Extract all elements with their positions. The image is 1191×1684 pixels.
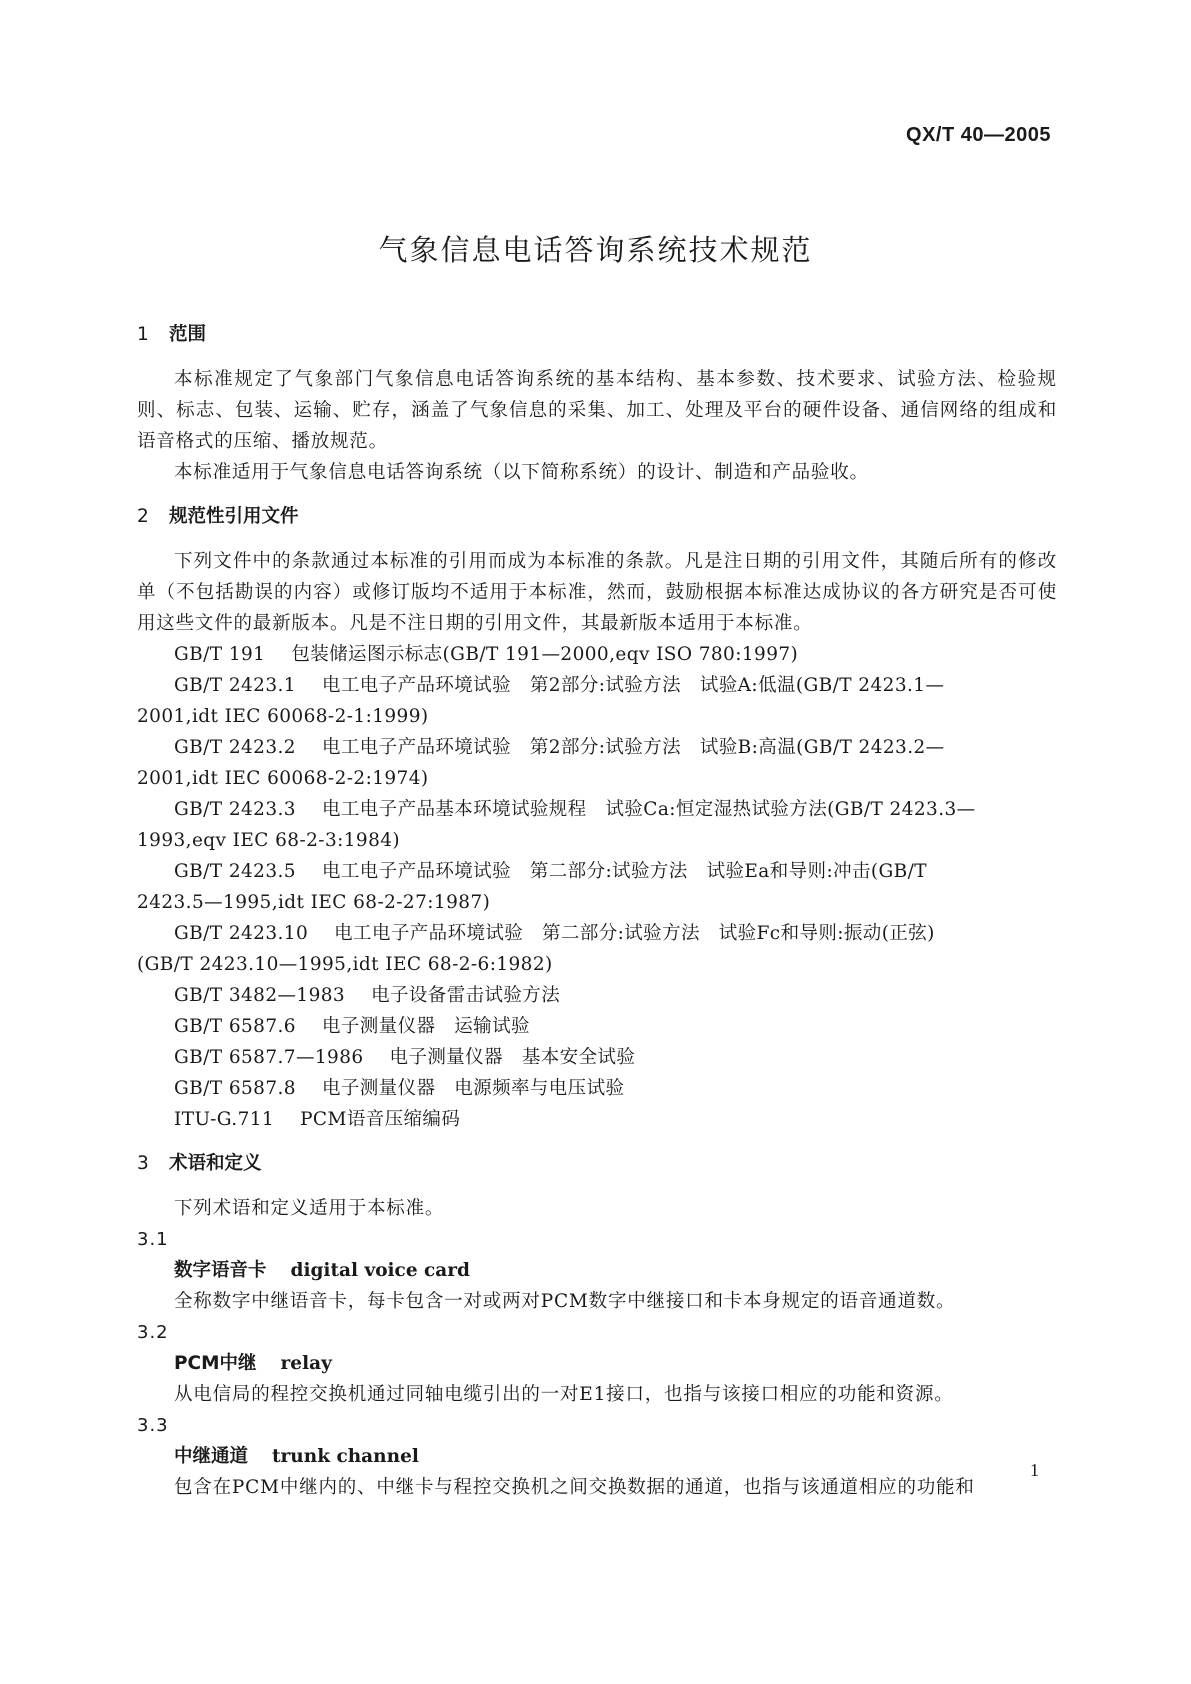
reference-code: GB/T 2423.3 [174, 799, 296, 820]
term-name-en: digital voice card [290, 1260, 470, 1281]
term-definition: 从电信局的程控交换机通过同轴电缆引出的一对E1接口，也指与该接口相应的功能和资源。 [174, 1384, 954, 1405]
reference-code: GB/T 6587.7—1986 [174, 1047, 364, 1068]
reference-title: 电子测量仪器 电源频率与电压试验 [321, 1078, 625, 1099]
term-name-zh: 数字语音卡 [174, 1260, 267, 1281]
reference-continuation: 2001,idt IEC 60068-2-2:1974) [137, 768, 429, 789]
section-number: 2 [137, 506, 149, 527]
page-number: 1 [1030, 1460, 1039, 1480]
term-number: 3.1 [137, 1229, 169, 1250]
reference-title: 电工电子产品环境试验 第2部分:试验方法 试验A:低温(GB/T 2423.1— [321, 675, 945, 696]
document-body [137, 320, 1057, 1503]
term-number: 3.2 [137, 1322, 169, 1343]
reference-code: GB/T 191 [174, 644, 266, 665]
section-number: 1 [137, 324, 149, 345]
term-name-zh: 中继通道 [174, 1446, 249, 1467]
reference-item [137, 732, 1057, 763]
reference-item [137, 918, 1057, 949]
term-number: 3.3 [137, 1415, 169, 1436]
reference-title: 包装储运图示标志(GB/T 191—2000,eqv ISO 780:1997) [291, 644, 799, 665]
term-name [137, 1441, 1057, 1472]
term-definition: 全称数字中继语音卡，每卡包含一对或两对PCM数字中继接口和卡本身规定的语音通道数。 [174, 1291, 956, 1312]
paragraph: 本标准规定了气象部门气象信息电话答询系统的基本结构、基本参数、技术要求、试验方法、检验规则、标志、包装、运输、贮存，涵盖了气象信息的采集、加工、处理及平台的硬件设备、通信网络的组成和语音格式的压缩、播放规范。 [137, 369, 1057, 452]
term-definition: 包含在PCM中继内的、中继卡与程控交换机之间交换数据的通道，也指与该通道相应的功能和 [174, 1477, 975, 1498]
reference-continuation: 2001,idt IEC 60068-2-1:1999) [137, 706, 429, 727]
reference-item [137, 856, 1057, 887]
reference-item [137, 794, 1057, 825]
paragraph: 下列文件中的条款通过本标准的引用而成为本标准的条款。凡是注日期的引用文件，其随后所有的修改单（不包括勘误的内容）或修订版均不适用于本标准，然而，鼓励根据本标准达成协议的各方研究是否可使用这些文件的最新版本。凡是不注日期的引用文件，其最新版本适用于本标准。 [137, 551, 1057, 634]
reference-continuation: 2423.5—1995,idt IEC 68-2-27:1987) [137, 892, 491, 913]
standard-code: QX/T 40—2005 [906, 124, 1051, 146]
reference-continuation: (GB/T 2423.10—1995,idt IEC 68-2-6:1982) [137, 954, 553, 975]
document-title: 气象信息电话答询系统技术规范 [378, 233, 813, 267]
section-title: 术语和定义 [169, 1153, 262, 1174]
reference-title: 电子设备雷击试验方法 [371, 985, 561, 1006]
reference-code: GB/T 2423.5 [174, 861, 296, 882]
reference-code: GB/T 2423.10 [174, 923, 309, 944]
reference-title: 电工电子产品环境试验 第2部分:试验方法 试验B:高温(GB/T 2423.2— [321, 737, 945, 758]
section-1-heading [137, 320, 1057, 350]
section-3-heading [137, 1149, 1057, 1179]
reference-item [137, 980, 1057, 1011]
reference-item [137, 639, 1057, 670]
reference-title: 电工电子产品环境试验 第二部分:试验方法 试验Fc和导则:振动(正弦) [334, 923, 935, 944]
term-name [137, 1255, 1057, 1286]
reference-item [137, 1011, 1057, 1042]
reference-code: GB/T 2423.2 [174, 737, 296, 758]
term-name-zh: PCM中继 [174, 1353, 257, 1374]
reference-item [137, 1042, 1057, 1073]
reference-item [137, 1104, 1057, 1135]
term-name [137, 1348, 1057, 1379]
paragraph: 本标准适用于气象信息电话答询系统（以下简称系统）的设计、制造和产品验收。 [174, 462, 869, 483]
section-number: 3 [137, 1153, 149, 1174]
reference-item [137, 670, 1057, 701]
reference-title: 电子测量仪器 基本安全试验 [389, 1047, 636, 1068]
reference-item [137, 1073, 1057, 1104]
reference-title: PCM语音压缩编码 [300, 1109, 461, 1130]
term-name-en: relay [280, 1353, 332, 1374]
reference-title: 电工电子产品基本环境试验规程 试验Ca:恒定湿热试验方法(GB/T 2423.3— [321, 799, 976, 820]
paragraph: 下列术语和定义适用于本标准。 [174, 1198, 445, 1219]
reference-title: 电工电子产品环境试验 第二部分:试验方法 试验Ea和导则:冲击(GB/T [321, 861, 928, 882]
reference-code: GB/T 3482—1983 [174, 985, 346, 1006]
term-name-en: trunk channel [272, 1446, 419, 1467]
section-title: 规范性引用文件 [169, 506, 299, 527]
reference-code: GB/T 2423.1 [174, 675, 296, 696]
reference-code: GB/T 6587.8 [174, 1078, 296, 1099]
reference-code: ITU-G.711 [174, 1109, 275, 1130]
section-2-heading [137, 502, 1057, 532]
reference-continuation: 1993,eqv IEC 68-2-3:1984) [137, 830, 401, 851]
reference-code: GB/T 6587.6 [174, 1016, 296, 1037]
section-title: 范围 [169, 324, 207, 345]
reference-title: 电子测量仪器 运输试验 [321, 1016, 530, 1037]
